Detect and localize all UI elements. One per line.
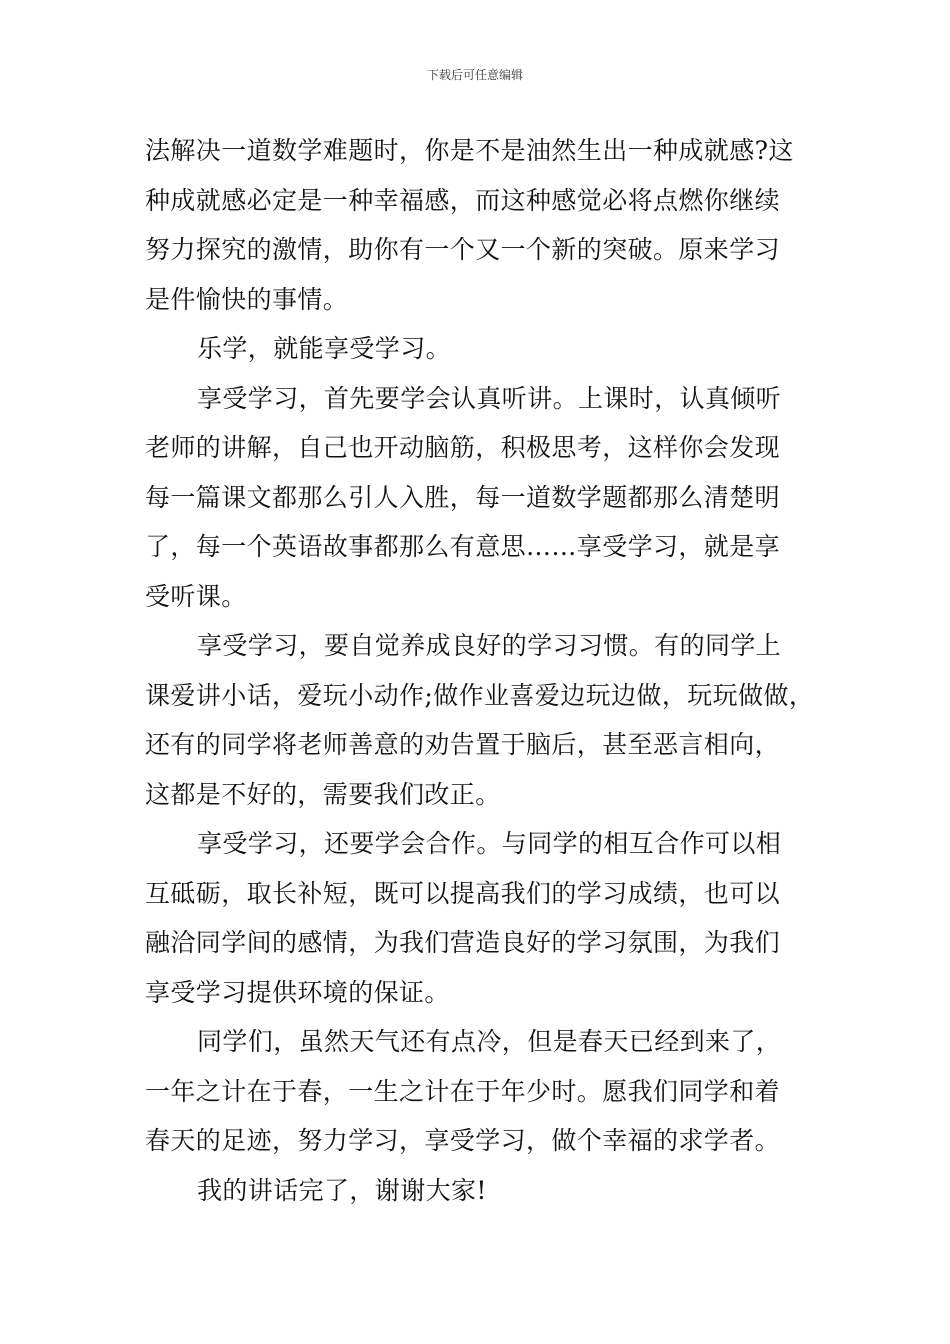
text-line: 我的讲话完了，谢谢大家!: [197, 1175, 487, 1205]
text-line: 享受学习，还要学会合作。与同学的相互合作可以相: [197, 829, 782, 858]
text-line: 同学们，虽然天气还有点冷，但是春天已经到来了，: [197, 1027, 782, 1056]
text-line: 老师的讲解，自己也开动脑筋，积极思考，这样你会发现: [145, 433, 781, 462]
page-header: 下载后可任意编辑: [426, 68, 523, 82]
text-line: 法解决一道数学难题时，你是不是油然生出一种成就感?这: [145, 136, 794, 165]
text-line: 课爱讲小话，爱玩小动作;做作业喜爱边玩边做，玩玩做做，: [145, 680, 815, 710]
text-line: 互砥砺，取长补短，既可以提高我们的学习成绩，也可以: [145, 878, 781, 908]
text-line: 这都是不好的，需要我们改正。: [145, 779, 501, 809]
document-body: [145, 126, 825, 1215]
text-line: 享受学习，首先要学会认真听讲。上课时，认真倾听: [197, 383, 782, 413]
text-line: 是件愉快的事情。: [145, 284, 349, 314]
text-line: 享受学习提供环境的保证。: [145, 977, 450, 1007]
text-line: 还有的同学将老师善意的劝告置于脑后，甚至恶言相向，: [145, 730, 781, 759]
text-line: 春天的足迹，努力学习，享受学习，做个幸福的求学者。: [145, 1126, 781, 1155]
text-line: 种成就感必定是一种幸福感，而这种感觉必将点燃你继续: [145, 185, 781, 215]
text-line: 一年之计在于春，一生之计在于年少时。愿我们同学和着: [145, 1076, 781, 1106]
text-line: 乐学，就能享受学习。: [197, 334, 452, 363]
text-line: 努力探究的激情，助你有一个又一个新的突破。原来学习: [145, 235, 781, 264]
text-line: 融洽同学间的感情，为我们营造良好的学习氛围，为我们: [145, 928, 781, 957]
text-line: 每一篇课文都那么引人入胜，每一道数学题都那么清楚明: [145, 482, 781, 512]
text-line: 了，每一个英语故事都那么有意思……享受学习，就是享: [145, 532, 781, 561]
text-line: 享受学习，要自觉养成良好的学习习惯。有的同学上: [197, 631, 782, 660]
text-line: 受听课。: [145, 581, 247, 611]
